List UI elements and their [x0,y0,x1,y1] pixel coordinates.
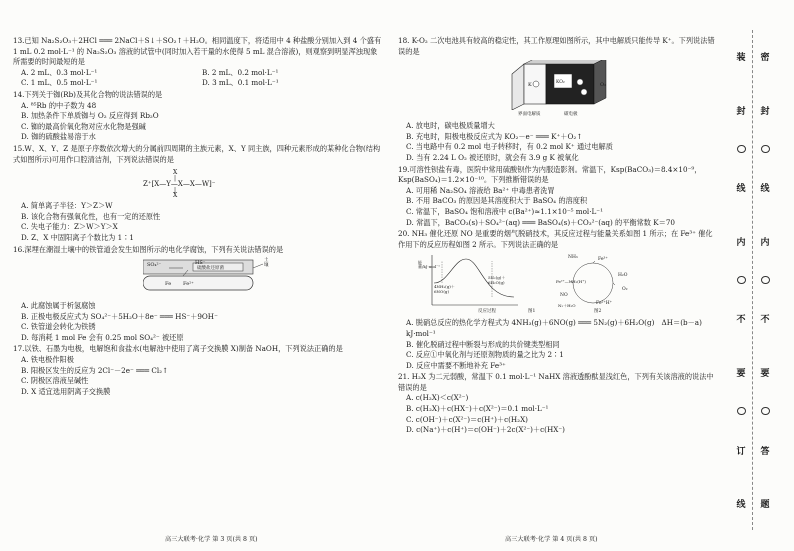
label-k: K [528,82,532,89]
option-c: C. 失电子能力：Z＞W＞Y＞X [21,222,118,232]
binding-char: 封 [736,106,746,117]
label-hs: HS⁻ [195,260,206,267]
footer-left: 高三大联考·化学 第 3 页(共 8 页) [165,536,258,543]
option-a: A. 脱硝总反应的热化学方程式为 4NH₃(g)＋6NO(g) ═══ 5N₂(g)＋6H₂O(g) ΔH＝(b－a) kJ·mol⁻¹ [406,318,702,338]
option-c: C. 阴极区溶液呈碱性 [21,376,89,386]
fig1-caption: 图1 [528,309,536,315]
binding-char: 要 [736,368,746,379]
fig2-intermediate: Fe²⁺—NH₂(H⁺) [556,279,586,285]
question-17 [13,344,383,397]
option-c: C. 铷的最高价氧化物对应水化物是强碱 [21,121,146,131]
question-20 [398,229,718,371]
option-b: B. 充电时，阳极电极反应式为 KO₂－e⁻ ═══ K⁺＋O₂↑ [406,131,583,141]
option-a: A. 简单离子半径：Y＞Z＞W [21,201,113,211]
option-c: C. 1 mL、0.5 mol·L⁻¹ [21,78,98,88]
fig2-o2: O₂ [622,287,628,293]
option-d: D. c(Na⁺)＋c(H⁺)＝c(OH⁻)＋2c(X²⁻)＋c(HX⁻) [406,425,565,435]
binding-hole-icon [761,145,770,153]
binding-hole-icon [737,145,746,153]
question-20-stem: 20. NH₃ 催化还原 NO 是重要的烟气脱硝技术，其反应过程与能量关系如图 1 所示；在 Fe³⁺ 催化作用下的反应历程如图 2 所示。下列说法正确的是 [398,229,713,249]
binding-char: 内 [760,237,770,248]
option-d: D. 常温下，BaCO₃(s)＋SO₄²⁻(aq) ═══ BaSO₄(s)＋CO₃²⁻(aq) 的平衡常数 K＝70 [406,217,675,227]
question-16-stem: 16.深埋在潮湿土壤中的铁管道会发生如图所示的电化学腐蚀，下列有关说法错误的是 [13,244,284,254]
question-15 [13,144,383,244]
question-19 [398,165,718,229]
label-soil: 土壤 [264,258,269,269]
label-bacteria: 硫酸盐还原菌 [197,266,224,272]
option-b: B. 2 mL、0.2 mol·L⁻¹ [202,67,279,77]
option-a: A. 可用稀 Na₂SO₄ 溶液给 Ba²⁺ 中毒患者洗胃 [406,185,555,195]
question-18 [398,36,718,164]
option-d: D. 3 mL、0.1 mol·L⁻¹ [202,78,279,88]
nh3-figures [418,253,668,315]
binding-char: 装 [736,53,746,64]
fig2-h2o: H₂O [618,273,628,279]
fig2-fe3: Fe³⁺ [598,257,608,263]
binding-char: 要 [760,368,770,379]
option-a: A. c(H₂X)＜c(X²⁻) [406,393,469,403]
question-14-stem: 14.下列关于铷(Rb)及其化合物的说法错误的是 [13,89,163,99]
fig2-caption: 图2 [594,309,602,315]
fig1-y-label: 能量/kJ·mol⁻¹ [418,260,440,270]
binding-hole-icon [761,276,770,284]
binding-char: 密 [760,53,770,64]
option-c: C. 当电路中有 0.2 mol 电子转移时，有 0.2 mol K⁺ 通过电解质 [406,142,613,152]
option-b: B. 催化脱硝过程中断裂与形成的共价键类型相同 [406,339,560,349]
binding-char: 线 [736,184,746,195]
binding-char: 不 [736,315,746,326]
option-b: B. 不用 BaCO₃ 的原因是其溶度积大于 BaSO₄ 的溶度积 [406,196,588,206]
binding-outer-column [758,30,772,530]
binding-hole-icon [737,407,746,415]
binding-char: 题 [760,499,770,510]
option-d: D. X 适宜选用阴离子交换膜 [21,386,111,396]
option-d: D. 每消耗 1 mol Fe 会有 0.25 mol SO₄²⁻ 被还原 [21,332,184,342]
fig1-x-label: 反应过程 [478,309,496,315]
corrosion-figure [143,258,273,298]
question-21-stem: 21. H₂X 为二元弱酸，常温下 0.1 mol·L⁻¹ NaHX 溶液透酚酞显浅红色，下列有关该溶液的说法中错误的是 [398,372,714,392]
footer-right: 高三大联考·化学 第 4 页(共 8 页) [505,536,598,543]
question-16 [13,245,383,344]
caption-carbon: 碳电极 [564,112,578,118]
option-b: B. 加热条件下单质铷与 O₂ 反应得到 Rb₂O [21,111,159,121]
binding-margin [734,30,772,530]
option-a: A. ⁸⁵Rb 的中子数为 48 [21,100,97,110]
question-15-stem: 15.W、X、Y、Z 是原子序数依次增大的分属前四周期的主族元素，X、Y 同主族，四种元素形成的某种化合物(结构式如图所示)可用作口腔清洁剂，下列说法错误的是 [13,143,381,164]
caption-interface: 界面电解质 [518,112,541,118]
question-14 [13,90,383,143]
option-c: C. 常温下，BaSO₄ 饱和溶液中 c(Ba²⁺)≈1.1×10⁻⁵ mol·L⁻¹ [406,206,603,216]
option-c: C. 铁管道会转化为铁锈 [21,322,96,332]
option-d: D. 当有 2.24 L O₂ 被还原时，就会有 3.9 g K 被氧化 [406,152,579,162]
option-b: B. 阳极区发生的反应为 2Cl⁻－2e⁻ ═══ Cl₂↑ [21,365,169,375]
option-c: C. 反应①中氧化剂与还原剂物质的量之比为 2∶1 [406,350,564,360]
option-d: D. Z、X 中固阳离子个数比为 1∶1 [21,232,134,242]
fig2-fe2h: Fe²⁺H⁺ [596,301,613,307]
binding-hole-icon [737,276,746,284]
binding-char: 封 [760,106,770,117]
binding-dashed-line [752,30,753,530]
binding-hole-icon [761,407,770,415]
fig2-no: NO [560,293,568,299]
fig2-nh3: NH₃ [568,255,578,261]
binding-char: 不 [760,315,770,326]
left-column [13,36,383,398]
option-b: B. 正极电极反应式为 SO₄²⁻＋5H₂O＋8e⁻ ═══ HS⁻＋9OH⁻ [21,311,218,321]
label-fe: Fe [165,281,172,288]
label-so4: SO₄²⁻ [147,262,162,269]
structure-formula: X | Z⁺[X—Y—X—X—W]⁻ | X [143,169,216,200]
option-b: B. c(H₂X)＋c(HX⁻)＋c(X²⁻)＝0.1 mol·L⁻¹ [406,404,549,414]
option-a: A. 铁电极作阳极 [21,355,74,365]
option-a: A. 此腐蚀属于析氢腐蚀 [21,301,96,311]
binding-inner-column [734,30,748,530]
binding-char: 线 [760,184,770,195]
structure-text: Z⁺[X—Y—X—X—W]⁻ [143,180,216,189]
option-a: A. 2 mL、0.3 mol·L⁻¹ [21,67,98,77]
question-13-stem: 13.已知 Na₂S₂O₃＋2HCl ═══ 2NaCl＋S↓＋SO₂↑＋H₂O。相同温度下，将适用中 4 种盐酸分别加入到 4 个盛有 1 mL 0.2 mol·L⁻¹ 的 Na₂S₂O₃ 溶液的试管中(同时加入若干量的水使得 5 mL 混合溶液)，则观察到明显浑浊现象所需要的时间最短的是 [13,36,382,67]
question-21 [398,372,718,436]
question-17-stem: 17.以铁、石墨为电极，电解饱和食盐水(电解池中使用了离子交换膜 X)制备 NaOH，下列说法正确的是 [13,344,343,354]
fig2-n2: N₂＋H₂O [558,303,576,309]
binding-char: 内 [736,237,746,248]
option-c: C. c(OH⁻)＋c(X²⁻)＝c(H⁺)＋c(H₂X) [406,414,528,424]
option-d: D. 铷的硫酸盐易溶于水 [21,132,96,142]
question-18-stem: 18. K-O₂ 二次电池具有较高的稳定性，其工作原理如图所示，其中电解质只能传导 K⁺。下列说法错误的是 [398,36,715,56]
right-column [398,36,718,437]
fig1-reactants: 4NH₃(g)＋6NO(g) [434,284,455,295]
label-fe2: Fe²⁺ [183,281,194,288]
binding-char: 线 [736,499,746,510]
option-a: A. 放电时，碳电极质量增大 [406,121,495,131]
binding-char: 订 [736,446,746,457]
label-ko2: KO₂ [556,80,565,86]
fig1-products: 5N₂(g)＋6H₂O(g) [488,275,506,286]
battery-figure [508,60,618,118]
question-13 [13,36,383,89]
option-d: D. 反应中需要不断地补充 Fe³⁺ [406,360,506,370]
question-19-stem: 19.可溶性钡盐有毒，医院中常用硫酸钡作为内服造影剂。常温下，Ksp(BaCO₃)＝8.4×10⁻⁹，Ksp(BaSO₄)＝1.2×10⁻¹⁰。下列推断错误的是 [398,164,702,185]
binding-char: 答 [760,446,770,457]
label-o2: O₂ [600,82,607,89]
option-b: B. 该化合物有强氧化性，也有一定的还原性 [21,211,161,221]
